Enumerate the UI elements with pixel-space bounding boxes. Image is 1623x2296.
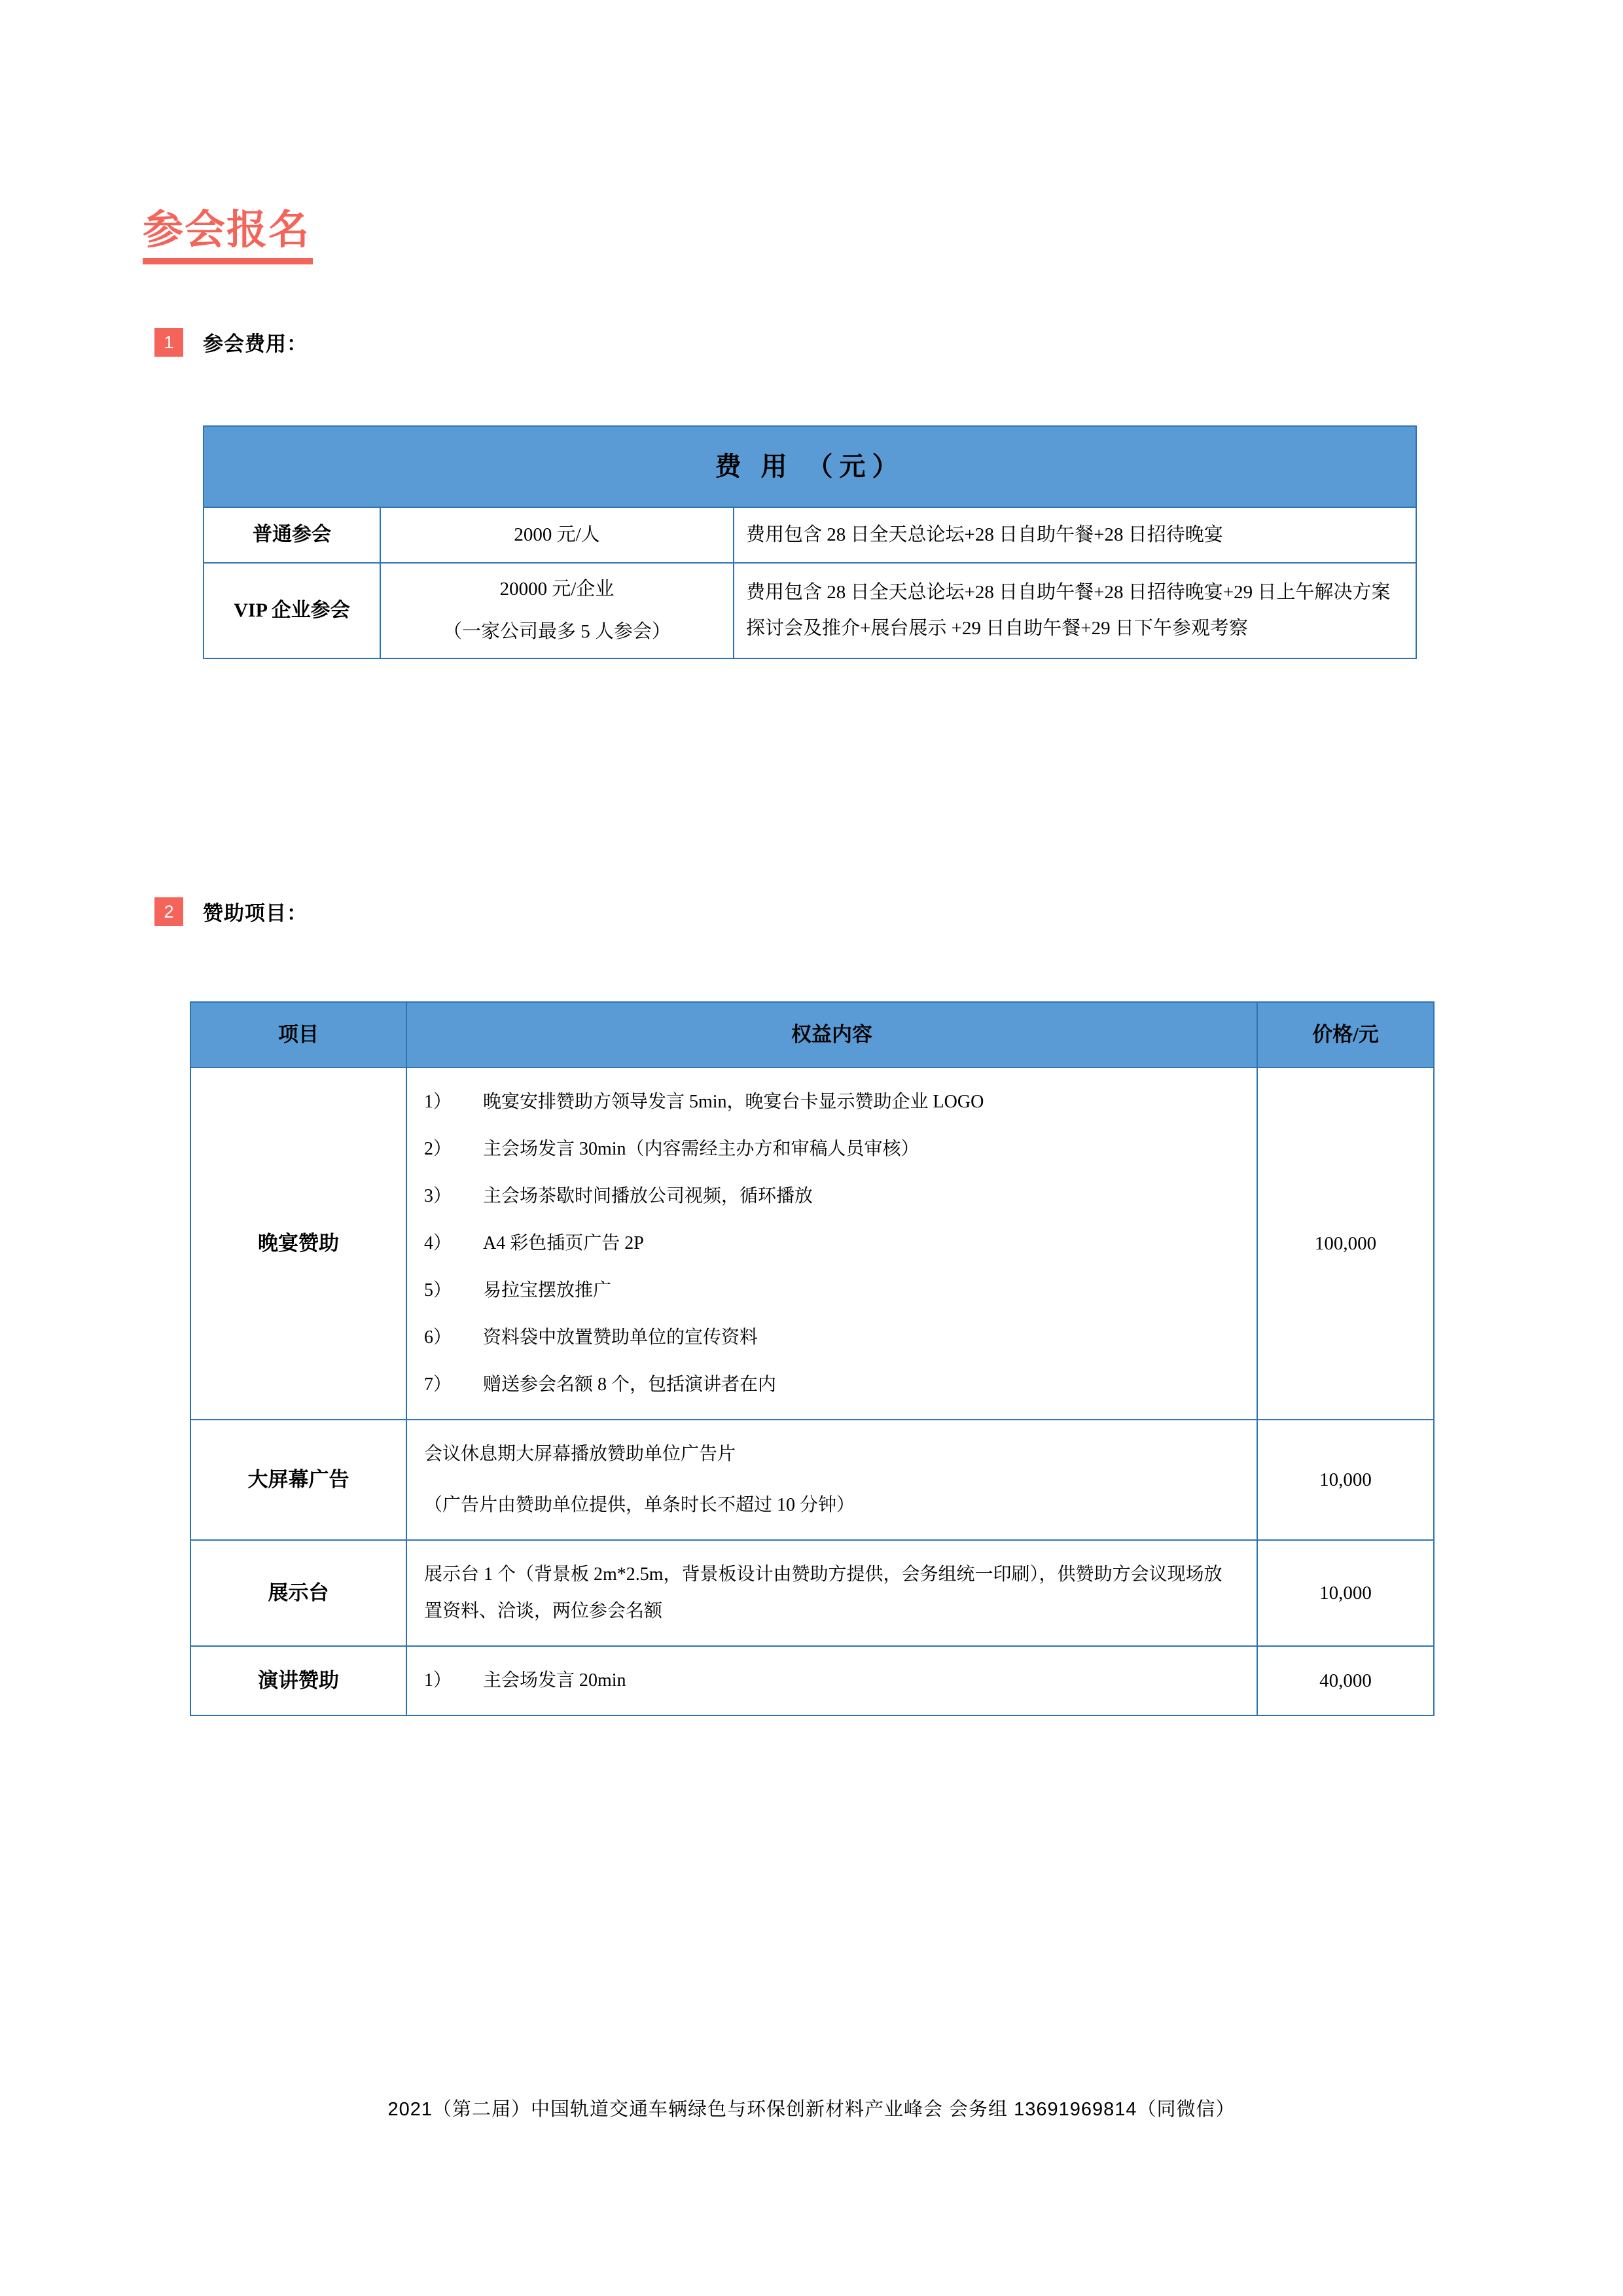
sponsorship-table	[190, 1001, 1435, 1716]
sponsor-benefits	[406, 1646, 1257, 1715]
benefit-list	[424, 1662, 1240, 1699]
benefit-text: 主会场发言 20min	[483, 1670, 626, 1691]
fee-row-name: VIP 企业参会	[204, 563, 380, 658]
table-row	[190, 1420, 1434, 1540]
benefit-list	[424, 1084, 1240, 1403]
benefit-number: 1）	[424, 1092, 452, 1113]
sponsor-benefits	[406, 1067, 1257, 1420]
fee-row-price-note: （一家公司最多 5 人参会）	[442, 620, 671, 642]
sponsor-benefits	[406, 1540, 1257, 1646]
benefit-text: （广告片由赞助单位提供，单条时长不超过 10 分钟）	[424, 1495, 855, 1516]
list-item	[424, 1084, 1240, 1121]
section-number-badge: 2	[154, 897, 183, 926]
benefit-text: 主会场发言 30min（内容需经主办方和审稿人员审核）	[483, 1139, 919, 1160]
fee-row-price-main: 20000 元/企业	[499, 579, 615, 600]
benefit-number: 2）	[424, 1139, 452, 1160]
sponsor-item-name: 展示台	[190, 1540, 406, 1646]
fee-row-name: 普通参会	[204, 507, 380, 563]
sponsor-item-name: 演讲赞助	[190, 1646, 406, 1715]
section-label: 参会费用：	[203, 332, 308, 355]
benefit-number: 6）	[424, 1327, 452, 1348]
fee-row-desc: 费用包含 28 日全天总论坛+28 日自助午餐+28 日招待晚宴+29 日上午解决方案探讨会及推介+展台展示 +29 日自助午餐+29 日下午参观考察	[734, 563, 1416, 658]
benefit-number: 1）	[424, 1670, 452, 1691]
table-row	[190, 1646, 1434, 1715]
table-header-row	[190, 1002, 1434, 1067]
benefit-text: A4 彩色插页广告 2P	[483, 1233, 644, 1254]
benefit-number: 7）	[424, 1374, 452, 1395]
section-number-badge: 1	[154, 328, 183, 357]
fee-table	[203, 425, 1417, 659]
benefit-text: 赠送参会名额 8 个，包括演讲者在内	[483, 1374, 777, 1395]
fee-row-desc: 费用包含 28 日全天总论坛+28 日自助午餐+28 日招待晚宴	[734, 507, 1416, 563]
table-row	[204, 507, 1416, 563]
table-row	[204, 563, 1416, 658]
benefit-number: 3）	[424, 1186, 452, 1207]
benefit-number: 5）	[424, 1280, 452, 1301]
list-item	[424, 1131, 1240, 1168]
page-title-text: 参会报名	[143, 208, 313, 264]
list-item	[424, 1662, 1240, 1699]
page-footer: 2021（第二届）中国轨道交通车辆绿色与环保创新材料产业峰会 会务组 13691969814（同微信）	[387, 2099, 1236, 2120]
sponsor-price: 10,000	[1257, 1540, 1434, 1646]
section-label: 赞助项目：	[203, 902, 308, 925]
benefit-text: 主会场茶歇时间播放公司视频，循环播放	[483, 1186, 813, 1207]
benefit-text: 易拉宝摆放推广	[483, 1280, 612, 1301]
page-title	[143, 208, 313, 264]
list-item	[424, 1272, 1240, 1309]
fee-table-header: 费 用 （元）	[204, 426, 1416, 507]
table-row	[190, 1067, 1434, 1420]
column-header-item: 项目	[190, 1002, 406, 1067]
sponsor-price: 100,000	[1257, 1067, 1434, 1420]
benefit-number: 4）	[424, 1233, 452, 1254]
list-item	[424, 1367, 1240, 1403]
benefit-text: 会议休息期大屏幕播放赞助单位广告片	[424, 1444, 736, 1465]
benefit-text: 资料袋中放置赞助单位的宣传资料	[483, 1327, 758, 1348]
sponsor-benefits	[406, 1420, 1257, 1540]
sponsor-price: 40,000	[1257, 1646, 1434, 1715]
table-row	[190, 1540, 1434, 1646]
table-row	[204, 426, 1416, 507]
section-header-sponsorship	[154, 897, 308, 926]
list-item	[424, 1225, 1240, 1262]
benefit-text: 晚宴安排赞助方领导发言 5min，晚宴台卡显示赞助企业 LOGO	[483, 1092, 984, 1113]
fee-row-price: 2000 元/人	[380, 507, 734, 563]
list-item	[424, 1178, 1240, 1215]
sponsor-item-name: 晚宴赞助	[190, 1067, 406, 1420]
sponsor-price: 10,000	[1257, 1420, 1434, 1540]
benefit-text: 展示台 1 个（背景板 2m*2.5m，背景板设计由赞助方提供，会务组统一印刷），供赞助方会议现场放置资料、洽谈，两位参会名额	[424, 1564, 1222, 1622]
column-header-price: 价格/元	[1257, 1002, 1434, 1067]
sponsor-item-name: 大屏幕广告	[190, 1420, 406, 1540]
column-header-benefits: 权益内容	[406, 1002, 1257, 1067]
fee-row-price	[380, 563, 734, 658]
section-header-fees	[154, 327, 308, 357]
list-item	[424, 1319, 1240, 1356]
